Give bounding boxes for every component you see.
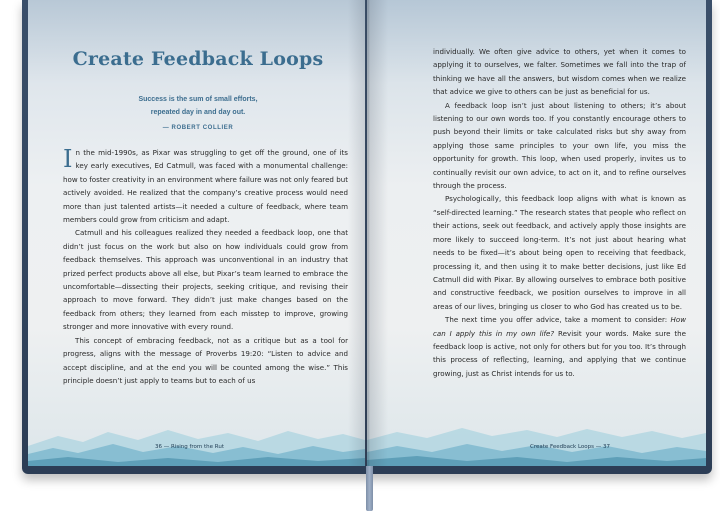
italic-question: How can I apply this in my own life? [433, 315, 686, 338]
page-footer-right: Create Feedback Loops — 37 [530, 444, 611, 450]
epigraph-line-2: repeated day in and day out. [150, 109, 246, 116]
left-body-text [63, 146, 348, 387]
right-body-text [433, 45, 686, 380]
paragraph: The next time you offer advice, take a moment to consider: How can I apply this in my own life? Revisit your words. Make sure the feedback loop is active, not only for others but for you too. It’s through this process of reflecting, learning, and applying that we continue growing, just as Christ intends for us to. [433, 315, 686, 378]
book-spread [28, 0, 706, 466]
epigraph [48, 93, 348, 135]
paragraph: A feedback loop isn’t just about listening to others; it’s about listening to our own words too. If you constantly encourage others to push beyond their limits or take calculated risks but shy away from applying those same principles to your own life, you miss the opportunity for growth. This loop, when used properly, invites us to continually revisit our own advice, to act on it, and to refine ourselves through the process. [433, 100, 686, 191]
chapter-title: Create Feedback Loops [72, 48, 324, 70]
epigraph-line-1: Success is the sum of small efforts, [138, 96, 258, 103]
epigraph-author: — ROBERT COLLIER [162, 125, 234, 131]
paragraph: This concept of embracing feedback, not as a critique but as a tool for progress, aligns with the message of Proverbs 19:20: “Listen to advice and accept discipline, and at the end you will be counted among the wise.” This principle doesn’t just apply to teams but to each of us [63, 335, 348, 385]
mountain-illustration-right [367, 406, 706, 466]
right-page [367, 0, 706, 466]
paragraph: In the mid-1990s, as Pixar was struggling to get off the ground, one of its key early executives, Ed Catmull, was faced with a monumental challenge: how to foster creativity in an environment where failure was not only feared but actively avoided. He realized that the company’s creative process would need more than just talented artists—it needed a culture of feedback, where team members could grow from criticism and adapt. [63, 145, 348, 225]
left-page [28, 0, 365, 466]
paragraph: individually. We often give advice to others, yet when it comes to applying it to ourselves, we falter. Sometimes we fall into the trap of thinking we have all the answers, but wisdom comes when we realize that advice we give to others can be just as beneficial for us. [433, 47, 686, 97]
bookmark-ribbon [366, 466, 373, 511]
drop-cap: I [63, 145, 73, 173]
paragraph: Catmull and his colleagues realized they needed a feedback loop, one that didn’t just focus on the work but also on how individuals could grow from feedback themselves. This approach was unconventional in an industry that prized perfect products above all else, but Pixar’s team learned to embrace the uncomfortable—dissecting their projects, seeking critique, and revising their approach to move forward. They didn’t just make changes based on the feedback from others; they learned from each misstep to improve, growing stronger and more innovative with every round. [63, 228, 348, 332]
paragraph: Psychologically, this feedback loop aligns with what is known as “self-directed learning.” The research states that people who reflect on their actions, seek out feedback, and actively apply those insights are more likely to succeed long-term. It’s not just about hearing what needs to be fixed—it’s about being open to receiving that feedback, processing it, and then using it to make better decisions, just like Ed Catmull did with Pixar. By allowing ourselves to embrace both positive and constructive feedback, we position ourselves to improve in all areas of our lives, bringing us closer to who God has created us to be. [433, 194, 686, 311]
mountain-illustration-left [28, 406, 365, 466]
page-footer-left: 36 — Rising from the Rut [155, 444, 225, 450]
